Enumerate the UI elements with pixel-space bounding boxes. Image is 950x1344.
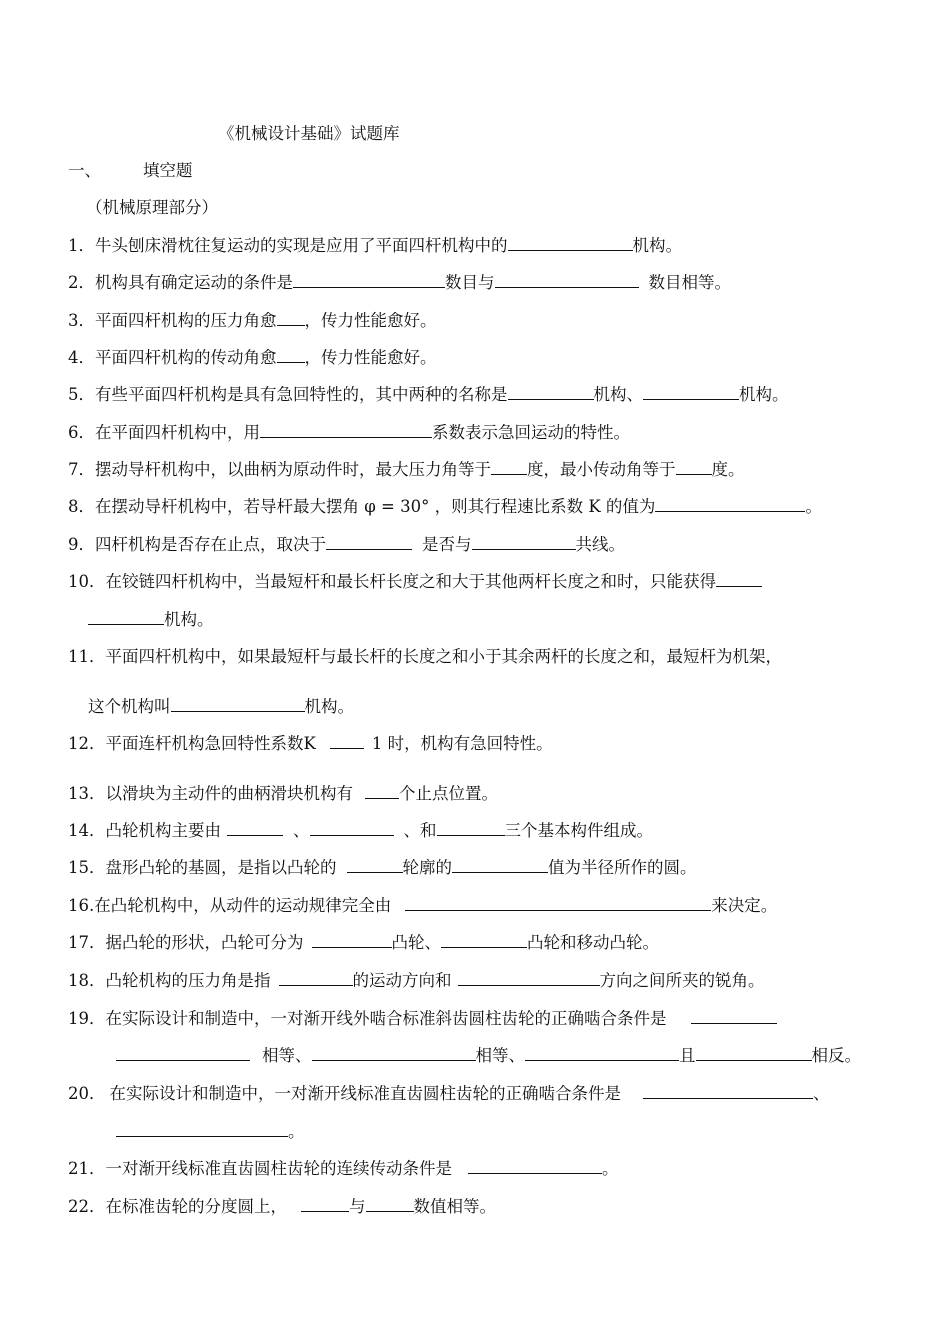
- question-1: [68, 235, 682, 257]
- answer-blank[interactable]: [508, 384, 594, 400]
- answer-blank[interactable]: [312, 1045, 476, 1061]
- question-11: 11．平面四杆机构中，如果最短杆与最长杆的长度之和小于其余两杆的长度之和，最短杆为机架，: [68, 647, 782, 666]
- question-text: 个止点位置。: [399, 784, 498, 803]
- answer-blank[interactable]: [643, 1083, 813, 1099]
- question-text: 三个基本构件组成。: [504, 821, 653, 840]
- answer-blank[interactable]: [330, 733, 364, 749]
- question-text: 22．在标准齿轮的分度圆上，: [68, 1197, 287, 1216]
- question-text: 5．有些平面四杆机构是具有急回特性的，其中两种的名称是: [68, 385, 508, 404]
- answer-blank[interactable]: [366, 1196, 414, 1212]
- question-text: 相反。: [811, 1046, 861, 1065]
- question-20-cont: [116, 1121, 305, 1143]
- question-14: [68, 820, 653, 842]
- question-text: 数目相等。: [648, 273, 731, 292]
- answer-blank[interactable]: [88, 609, 164, 625]
- answer-blank[interactable]: [171, 696, 305, 712]
- question-text: 度，最小传动角等于: [527, 460, 676, 479]
- answer-blank[interactable]: [525, 1045, 679, 1061]
- answer-blank[interactable]: [676, 459, 712, 475]
- question-text: 的运动方向和: [352, 971, 452, 990]
- answer-blank[interactable]: [326, 534, 412, 550]
- question-text: 在实际设计和制造中，一对渐开线标准直齿圆柱齿轮的正确啮合条件是: [109, 1084, 621, 1103]
- question-text: 机构。: [304, 697, 354, 716]
- question-text: 1．牛头刨床滑枕往复运动的实现是应用了平面四杆机构中的: [68, 236, 508, 255]
- question-5: [68, 384, 789, 406]
- question-text: ，传力性能愈好。: [304, 348, 437, 367]
- question-text: 是否与: [422, 535, 472, 554]
- question-text: 、: [293, 821, 310, 840]
- question-text: 21．一对渐开线标准直齿圆柱齿轮的连续传动条件是: [68, 1159, 452, 1178]
- answer-blank[interactable]: [472, 534, 576, 550]
- answer-blank[interactable]: [508, 235, 633, 251]
- answer-blank[interactable]: [468, 1158, 602, 1174]
- question-text: 这个机构叫: [88, 697, 171, 716]
- question-text: 1 时，机构有急回特性。: [371, 734, 553, 753]
- question-text: 6．在平面四杆机构中，用: [68, 423, 260, 442]
- question-15: [68, 857, 697, 879]
- answer-blank[interactable]: [277, 347, 305, 363]
- answer-blank[interactable]: [716, 571, 762, 587]
- answer-blank[interactable]: [301, 1196, 349, 1212]
- answer-blank[interactable]: [116, 1121, 288, 1137]
- question-4: [68, 347, 437, 369]
- question-8: [68, 496, 822, 518]
- question-19: [68, 1008, 777, 1030]
- question-20: [68, 1083, 830, 1105]
- question-text: 12．平面连杆机构急回特性系数K: [68, 734, 316, 753]
- question-text: 8．在摆动导杆机构中，若导杆最大摆角 φ = 30° ，则其行程速比系数 K 的值为: [68, 497, 656, 516]
- section-heading: [68, 160, 193, 182]
- question-text: 轮廓的: [402, 858, 452, 877]
- answer-blank[interactable]: [491, 459, 527, 475]
- answer-blank[interactable]: [655, 496, 805, 512]
- answer-blank[interactable]: [260, 422, 432, 438]
- subsection-heading: （机械原理部分）: [86, 198, 218, 217]
- question-text: 相等、: [262, 1046, 312, 1065]
- question-21: [68, 1158, 619, 1180]
- question-text: 14．凸轮机构主要由: [68, 821, 221, 840]
- question-text: 共线。: [575, 535, 625, 554]
- question-text: 17．据凸轮的形状，凸轮可分为: [68, 933, 304, 952]
- question-22: [68, 1196, 496, 1218]
- question-text: 机构。: [739, 385, 789, 404]
- question-text: 来决定。: [711, 896, 778, 915]
- question-text: 10．在铰链四杆机构中，当最短杆和最长杆长度之和大于其他两杆长度之和时，只能获得: [68, 572, 716, 591]
- answer-blank[interactable]: [279, 970, 353, 986]
- question-text: ，传力性能愈好。: [304, 311, 437, 330]
- question-text: 凸轮和移动凸轮。: [527, 933, 659, 952]
- question-text: 机构。: [632, 236, 682, 255]
- answer-blank[interactable]: [691, 1008, 777, 1024]
- question-text: 9．四杆机构是否存在止点，取决于: [68, 535, 326, 554]
- answer-blank[interactable]: [437, 820, 505, 836]
- question-text: 。: [288, 1122, 305, 1141]
- answer-blank[interactable]: [277, 310, 305, 326]
- page-title: 《机械设计基础》试题库: [218, 124, 400, 143]
- question-text: 且: [679, 1046, 696, 1065]
- question-text: 机构。: [164, 610, 214, 629]
- question-text: 、和: [403, 821, 437, 840]
- question-text: 数目与: [445, 273, 495, 292]
- question-text: 与: [349, 1197, 366, 1216]
- question-11-cont: [88, 696, 354, 718]
- question-text: 相等、: [475, 1046, 525, 1065]
- section-number: 一、: [68, 161, 101, 180]
- question-7: [68, 459, 745, 481]
- question-6: [68, 422, 630, 444]
- question-16: [68, 895, 777, 917]
- question-10: [68, 571, 762, 593]
- question-18: [68, 970, 765, 992]
- question-text: 系数表示急回运动的特性。: [432, 423, 630, 442]
- answer-blank[interactable]: [347, 857, 403, 873]
- answer-blank[interactable]: [310, 820, 394, 836]
- answer-blank[interactable]: [643, 384, 739, 400]
- answer-blank[interactable]: [458, 970, 600, 986]
- question-text: 方向之间所夹的锐角。: [599, 971, 765, 990]
- question-text: 3．平面四杆机构的压力角愈: [68, 311, 277, 330]
- answer-blank[interactable]: [293, 272, 445, 288]
- question-text: 18．凸轮机构的压力角是指: [68, 971, 271, 990]
- answer-blank[interactable]: [312, 932, 392, 948]
- question-text: 度。: [711, 460, 745, 479]
- question-13: [68, 783, 498, 805]
- answer-blank[interactable]: [227, 820, 283, 836]
- question-text: 13．以滑块为主动件的曲柄滑块机构有: [68, 784, 353, 803]
- question-text: 。: [805, 497, 822, 516]
- question-text: 20．: [68, 1084, 106, 1103]
- answer-blank[interactable]: [696, 1045, 812, 1061]
- question-text: 凸轮、: [391, 933, 441, 952]
- question-text: 、: [813, 1084, 830, 1103]
- question-text: 19．在实际设计和制造中，一对渐开线外啮合标准斜齿圆柱齿轮的正确啮合条件是: [68, 1009, 667, 1028]
- answer-blank[interactable]: [405, 895, 711, 911]
- question-text: 4．平面四杆机构的传动角愈: [68, 348, 277, 367]
- question-text: 15．盘形凸轮的基圆，是指以凸轮的: [68, 858, 337, 877]
- question-10-cont: [88, 609, 214, 631]
- question-3: [68, 310, 437, 332]
- question-text: 7．摆动导杆机构中，以曲柄为原动件时，最大压力角等于: [68, 460, 491, 479]
- answer-blank[interactable]: [365, 783, 399, 799]
- question-text: 数值相等。: [413, 1197, 496, 1216]
- question-text: 。: [602, 1159, 619, 1178]
- question-2: [68, 272, 731, 294]
- section-name: 填空题: [143, 161, 193, 180]
- question-12: [68, 733, 553, 755]
- answer-blank[interactable]: [116, 1045, 250, 1061]
- answer-blank[interactable]: [495, 272, 639, 288]
- question-17: [68, 932, 659, 954]
- question-text: 2．机构具有确定运动的条件是: [68, 273, 293, 292]
- question-text: 值为半径所作的圆。: [548, 858, 697, 877]
- answer-blank[interactable]: [441, 932, 527, 948]
- question-19-cont: [116, 1045, 861, 1067]
- question-text: 机构、: [593, 385, 643, 404]
- answer-blank[interactable]: [452, 857, 548, 873]
- question-9: [68, 534, 625, 556]
- question-text: 16.在凸轮机构中，从动件的运动规律完全由: [68, 896, 392, 915]
